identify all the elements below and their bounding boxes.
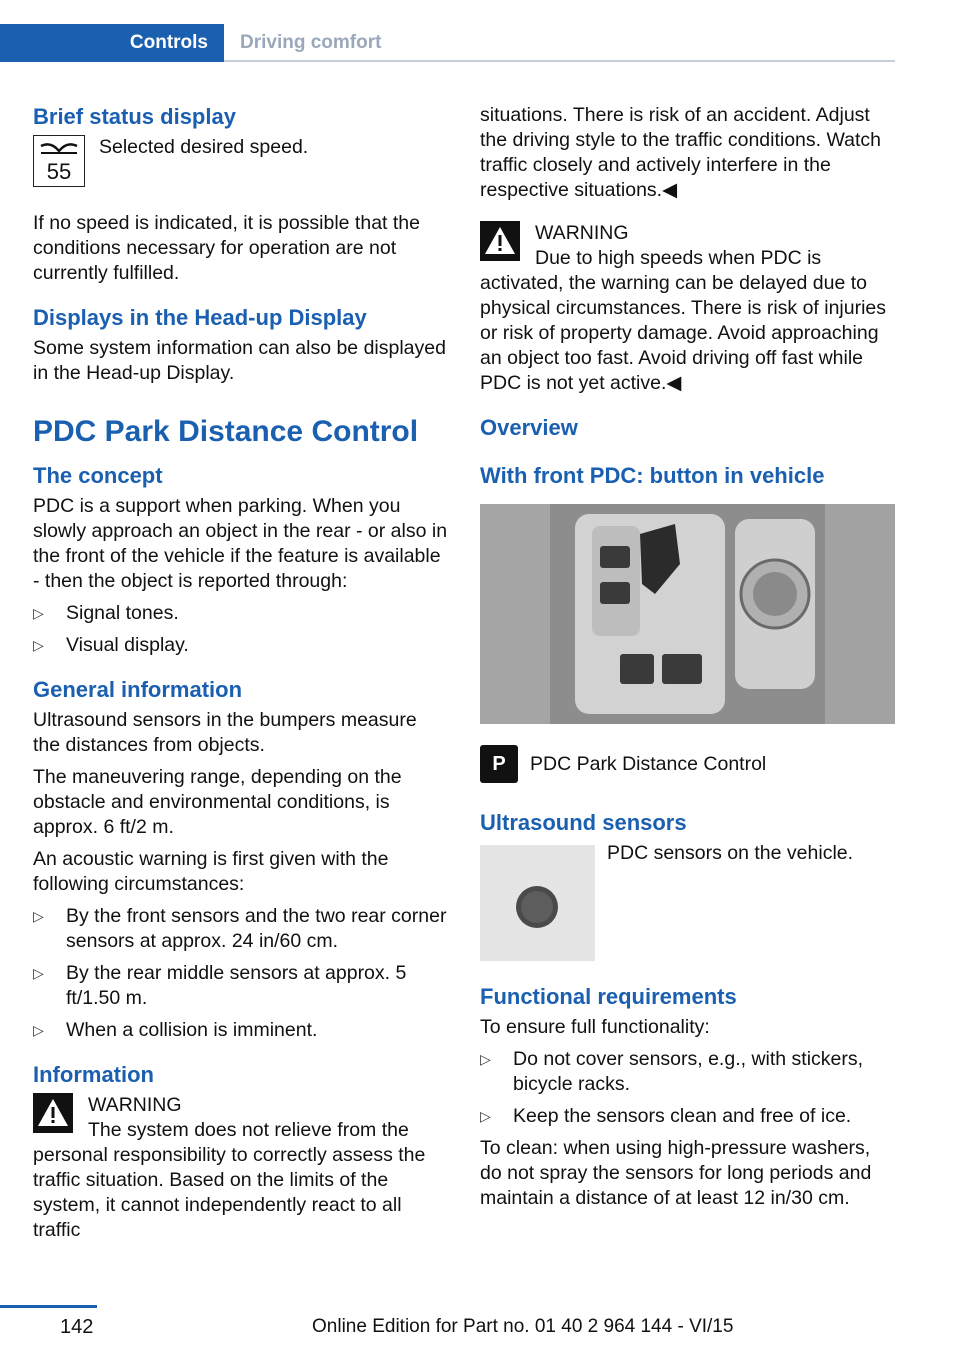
center-console-photo <box>480 504 895 724</box>
concept-list <box>33 601 448 658</box>
edition-text: Online Edition for Part no. 01 40 2 964 144 - VI/15 <box>312 1316 734 1337</box>
overview-heading: Overview <box>480 415 578 440</box>
general-list <box>33 904 448 1043</box>
no-speed-text: If no speed is indicated, it is possible that the conditions necessary for operation are not currently fulfilled. <box>33 212 420 284</box>
warning-triangle-icon <box>33 1093 73 1133</box>
pdc-caption-text: PDC Park Distance Control <box>530 752 767 775</box>
general-info-heading: General information <box>33 677 243 702</box>
speed-icon-text: 55 <box>46 159 72 184</box>
list-item: ▷ Keep the sensors clean and free of ice. <box>480 1105 852 1127</box>
header-tab-driving-comfort[interactable]: Driving comfort <box>240 32 382 53</box>
brief-status-text: Selected desired speed. <box>99 136 309 158</box>
warning-2-text: Due to high speeds when PDC is activated, the warning can be delayed due to physical circumstances. There is risk of injuries or risk of property damage. Avoid approaching an object too fast. Avoid driving off fast while PDC is not yet active.◀ <box>480 247 887 394</box>
sensors-text: PDC sensors on the vehicle. <box>607 842 854 864</box>
functional-req-text: To ensure full functionality: <box>480 1016 710 1038</box>
bullet-triangle-icon: ▷ <box>33 605 44 621</box>
general-text-1: Ultrasound sensors in the bumpers measure the distances from objects. <box>33 709 417 756</box>
pdc-section-title: PDC Park Distance Control <box>33 415 419 448</box>
hud-heading: Displays in the Head-up Display <box>33 305 367 330</box>
warning-label: WARNING <box>88 1094 182 1116</box>
bullet-triangle-icon: ▷ <box>480 1051 491 1067</box>
bullet-triangle-icon: ▷ <box>33 637 44 653</box>
list-item: ▷ Signal tones. <box>33 602 179 624</box>
warning-block-2 <box>480 221 895 396</box>
list-item: ▷ When a collision is imminent. <box>33 1019 318 1041</box>
pdc-button-icon: P <box>480 745 518 783</box>
list-item: ▷ Visual display. <box>33 634 189 656</box>
speed-display-icon <box>33 135 85 187</box>
ultrasound-heading: Ultrasound sensors <box>480 810 687 835</box>
pdc-caption <box>480 745 895 783</box>
left-column <box>33 103 448 1243</box>
sensor-block <box>480 841 895 971</box>
header-divider <box>224 60 895 62</box>
bullet-triangle-icon: ▷ <box>33 965 44 981</box>
concept-heading: The concept <box>33 463 163 488</box>
right-column <box>480 103 895 1218</box>
list-item: ▷ By the rear middle sensors at approx. 5 ft/1.50 m. <box>33 962 407 1009</box>
warning-block-1 <box>33 1093 448 1243</box>
general-text-3: An acoustic warning is first given with the following circumstances: <box>33 848 389 895</box>
page-number: 142 <box>60 1316 94 1338</box>
header-tab-controls[interactable]: Controls <box>0 24 224 62</box>
bullet-triangle-icon: ▷ <box>480 1108 491 1124</box>
bullet-triangle-icon: ▷ <box>33 1022 44 1038</box>
functional-req-heading: Functional requirements <box>480 984 737 1009</box>
page-header <box>0 0 895 62</box>
brief-status-heading: Brief status display <box>33 104 236 129</box>
footer-rule <box>0 1305 97 1308</box>
functional-req-list <box>480 1047 895 1129</box>
brief-status-block <box>33 135 448 193</box>
bullet-triangle-icon: ▷ <box>33 908 44 924</box>
warning-1-continuation: situations. There is risk of an accident. Adjust the driving style to the traffic conditions. Watch traffic closely and actively interfere in the respective situations.◀ <box>480 104 882 201</box>
concept-text: PDC is a support when parking. When you slowly approach an object in the rear - or also in the front of the vehicle if the feature is available - then the object is reported through: <box>33 495 448 592</box>
sensor-photo <box>480 845 595 961</box>
list-item: ▷ Do not cover sensors, e.g., with stickers, bicycle racks. <box>480 1048 864 1095</box>
information-heading: Information <box>33 1062 154 1087</box>
warning-triangle-icon <box>480 221 520 261</box>
general-text-2: The maneuvering range, depending on the obstacle and environmental conditions, is approx. 6 ft/2 m. <box>33 766 402 838</box>
warning-label: WARNING <box>535 222 629 244</box>
front-pdc-heading: With front PDC: button in vehicle <box>480 463 825 488</box>
list-item: ▷ By the front sensors and the two rear corner sensors at approx. 24 in/60 cm. <box>33 905 447 952</box>
cleaning-text: To clean: when using high-pressure washers, do not spray the sensors for long periods and maintain a distance of at least 12 in/30 cm. <box>480 1137 872 1209</box>
hud-text: Some system information can also be displayed in the Head-up Display. <box>33 337 446 384</box>
warning-1-text: The system does not relieve from the personal responsibility to correctly assess the traffic situation. Based on the limits of the system, it cannot independently react to all traffic <box>33 1119 426 1241</box>
